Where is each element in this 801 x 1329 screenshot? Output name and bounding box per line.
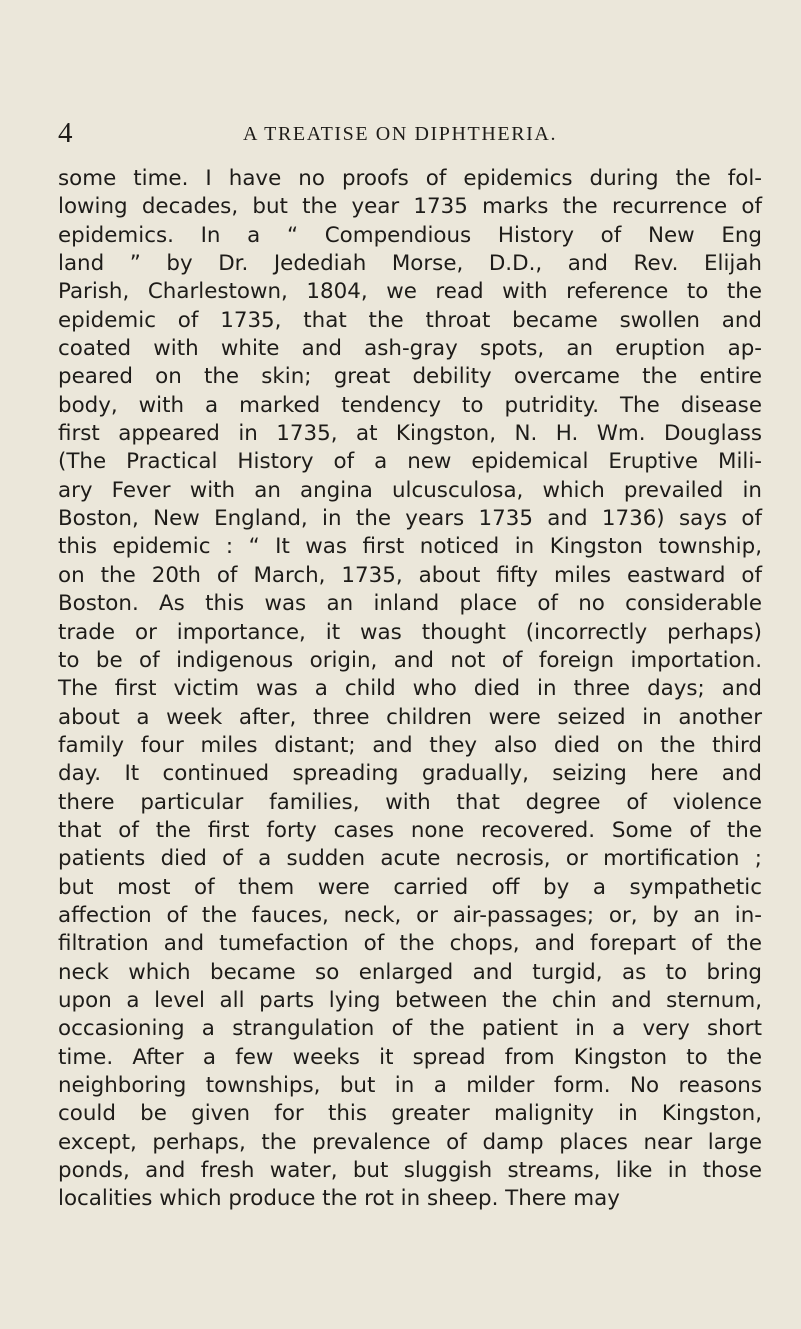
text-line: this epidemic : “ It was first noticed in Kingston township,: [58, 534, 762, 560]
text-line: on the 20th of March, 1735, about fifty miles eastward of: [58, 562, 762, 588]
text-line: epidemics. In a “ Compendious History of New Eng: [58, 222, 762, 248]
text-line: ary Fever with an angina ulcusculosa, which prevailed in: [58, 477, 762, 503]
text-line: about a week after, three children were seized in another: [58, 704, 762, 730]
text-line: land ” by Dr. Jedediah Morse, D.D., and Rev. Elijah: [58, 251, 762, 277]
text-line: first appeared in 1735, at Kingston, N. H. Wm. Douglass: [58, 421, 762, 447]
text-line: time. After a few weeks it spread from Kingston to the: [58, 1044, 762, 1070]
text-line: epidemic of 1735, that the throat became swollen and: [58, 307, 762, 333]
text-line: Boston. As this was an inland place of no considerable: [58, 591, 762, 617]
text-line: but most of them were carried off by a sympathetic: [58, 874, 762, 900]
text-line: there particular families, with that degree of violence: [58, 789, 762, 815]
text-line: family four miles distant; and they also died on the third: [58, 732, 762, 758]
text-line: to be of indigenous origin, and not of foreign importation.: [58, 647, 762, 673]
page-number: 4: [58, 117, 73, 149]
text-line: lowing decades, but the year 1735 marks the recurrence of: [58, 194, 762, 220]
text-line: except, perhaps, the prevalence of damp places near large: [58, 1129, 762, 1155]
text-line: neighboring townships, but in a milder form. No reasons: [58, 1073, 762, 1098]
text-line: occasioning a strangulation of the patient in a very short: [58, 1016, 762, 1042]
text-line: Boston, New England, in the years 1735 and 1736) says of: [58, 506, 762, 532]
text-line: (The Practical History of a new epidemical Eruptive Mili-: [58, 449, 762, 475]
text-line: Parish, Charlestown, 1804, we read with reference to the: [58, 279, 762, 305]
text-line: upon a level all parts lying between the chin and sternum,: [58, 987, 762, 1013]
text-line: ponds, and fresh water, but sluggish streams, like in those: [58, 1158, 762, 1184]
text-line: some time. I have no proofs of epidemics during the fol-: [58, 166, 762, 191]
text-line: filtration and tumefaction of the chops, and forepart of the: [58, 931, 762, 957]
text-line: peared on the skin; great debility overcame the entire: [58, 364, 762, 390]
text-line: neck which became so enlarged and turgid, as to bring: [58, 959, 762, 985]
text-line: affection of the fauces, neck, or air-passages; or, by an in-: [58, 902, 762, 928]
text-line: patients died of a sudden acute necrosis, or mortification ;: [58, 846, 762, 872]
text-line: could be given for this greater malignity in Kingston,: [58, 1101, 762, 1127]
body-text: [58, 165, 762, 1214]
text-line: coated with white and ash-gray spots, an eruption ap-: [58, 336, 762, 362]
text-line: trade or importance, it was thought (incorrectly perhaps): [58, 619, 762, 645]
text-line: that of the first forty cases none recovered. Some of the: [58, 817, 762, 843]
running-head: [58, 115, 758, 151]
text-line: day. It continued spreading gradually, seizing here and: [58, 761, 762, 787]
running-title: A TREATISE ON DIPHTHERIA.: [243, 123, 558, 145]
text-line: body, with a marked tendency to putridity. The disease: [58, 392, 762, 418]
text-line: The first victim was a child who died in three days; and: [58, 676, 762, 702]
text-line: localities which produce the rot in sheep. There may: [58, 1186, 620, 1212]
